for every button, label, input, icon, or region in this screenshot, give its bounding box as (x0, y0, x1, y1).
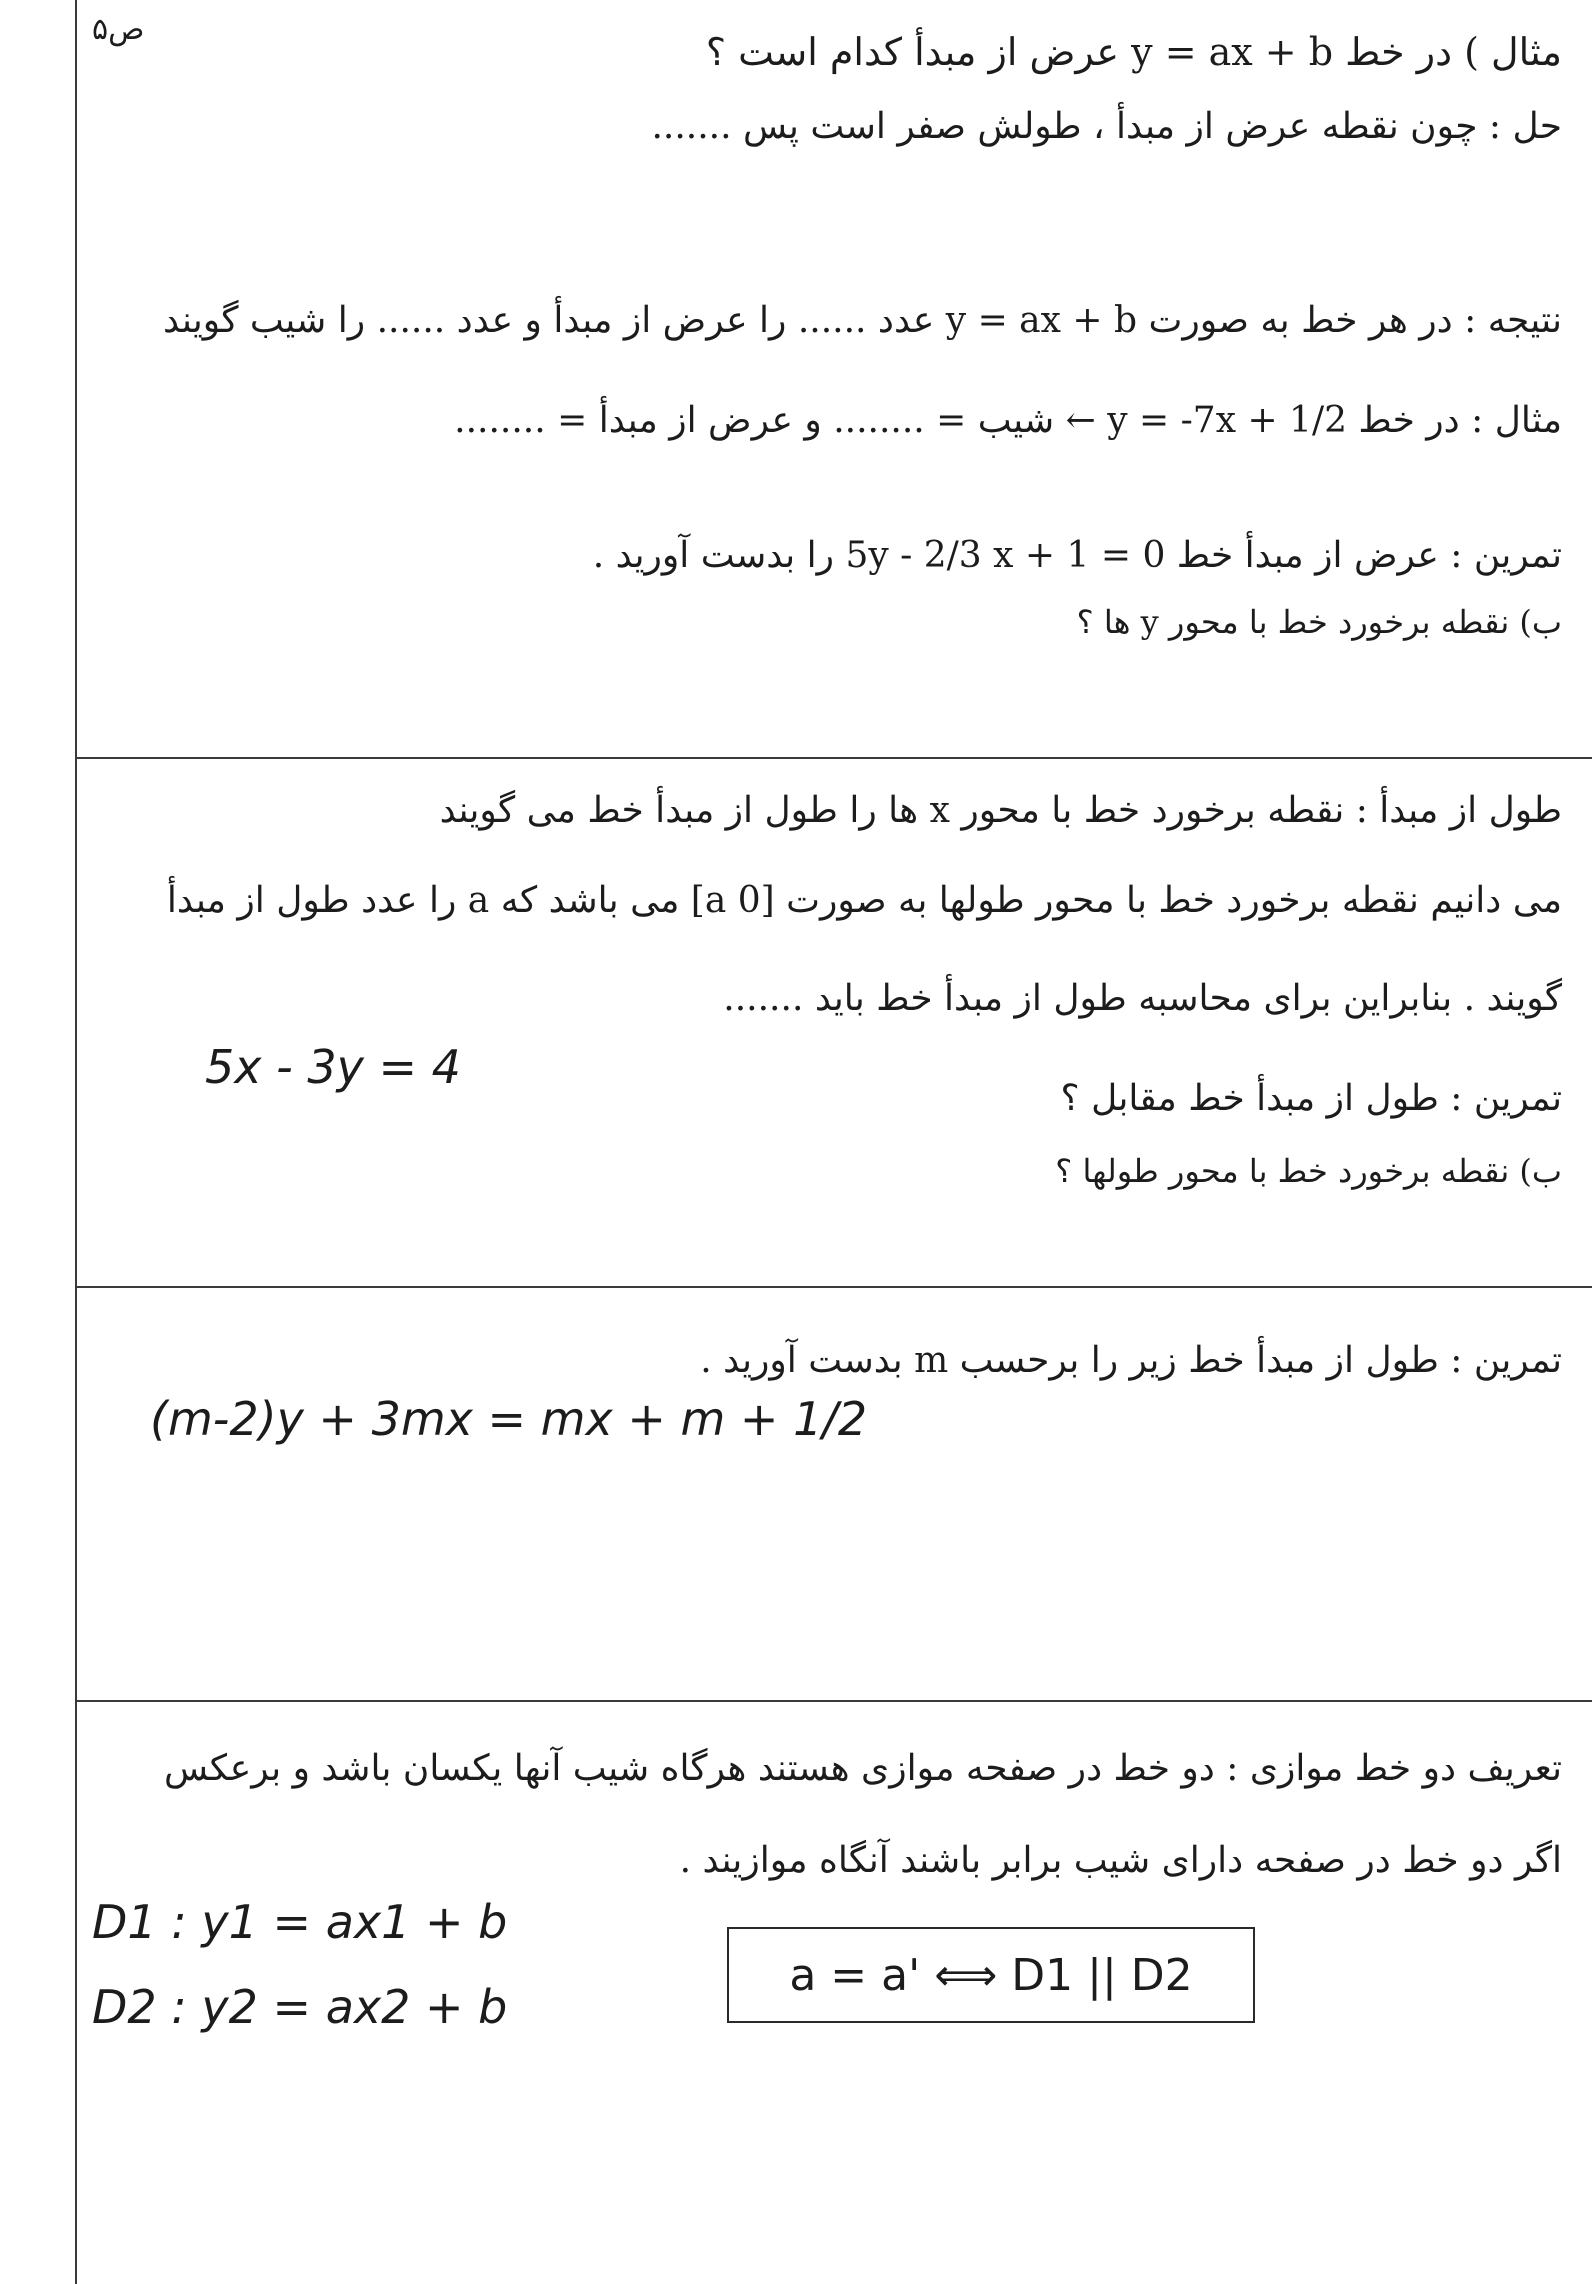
line-d1-equation: D1 : y1 = ax1 + b (92, 1895, 508, 1949)
equation-5x-3y: 5x - 3y = 4 (205, 1040, 461, 1094)
conclusion-line: نتیجه : در هر خط به صورت y = ax + b عدد ...... را عرض از مبدأ و عدد ...... را شیب گویند (162, 300, 1562, 341)
section-divider-3 (75, 1700, 1592, 1702)
exercise2-part-b: ب) نقطه برخورد خط با محور طولها ؟ (1055, 1152, 1562, 1190)
parallel-definition: تعریف دو خط موازی : دو خط در صفحه موازی هستند هرگاه شیب آنها یکسان باشد و برعکس (163, 1748, 1562, 1789)
example1-solution: حل : چون نقطه عرض از مبدأ ، طولش صفر است پس ....... (651, 106, 1562, 147)
parallel-converse: اگر دو خط در صفحه دارای شیب برابر باشند آنگاه موازیند . (679, 1840, 1562, 1881)
exercise1-part-b: ب) نقطه برخورد خط با محور y ها ؟ (1076, 603, 1562, 641)
parallel-condition-box: a = a' ⟺ D1 || D2 (727, 1927, 1255, 2023)
exercise2-question: تمرین : طول از مبدأ خط مقابل ؟ (1060, 1078, 1562, 1119)
page-number: ص۵ (92, 12, 145, 47)
equation-parametric: (m-2)y + 3mx = mx + m + 1/2 (150, 1392, 868, 1446)
section-divider-2 (75, 1286, 1592, 1288)
x-intercept-explanation: می دانیم نقطه برخورد خط با محور طولها به صورت [a 0] می باشد که a را عدد طول از مبدأ (166, 880, 1562, 921)
left-margin-line (75, 0, 77, 2284)
section-divider-1 (75, 757, 1592, 759)
x-intercept-definition: طول از مبدأ : نقطه برخورد خط با محور x ها را طول از مبدأ خط می گویند (439, 790, 1562, 831)
example2-line: مثال : در خط y = -7x + 1/2 ← شیب = ........ و عرض از مبدأ = ........ (454, 400, 1562, 441)
example1-question: مثال ) در خط y = ax + b عرض از مبدأ کدام است ؟ (705, 30, 1562, 74)
line-d2-equation: D2 : y2 = ax2 + b (92, 1980, 508, 2034)
exercise1-question: تمرین : عرض از مبدأ خط 5y - 2/3 x + 1 = 0 را بدست آورید . (592, 535, 1562, 576)
x-intercept-method: گویند . بنابراین برای محاسبه طول از مبدأ خط باید ....... (723, 978, 1562, 1019)
exercise3-question: تمرین : طول از مبدأ خط زیر را برحسب m بدست آورید . (700, 1340, 1562, 1381)
